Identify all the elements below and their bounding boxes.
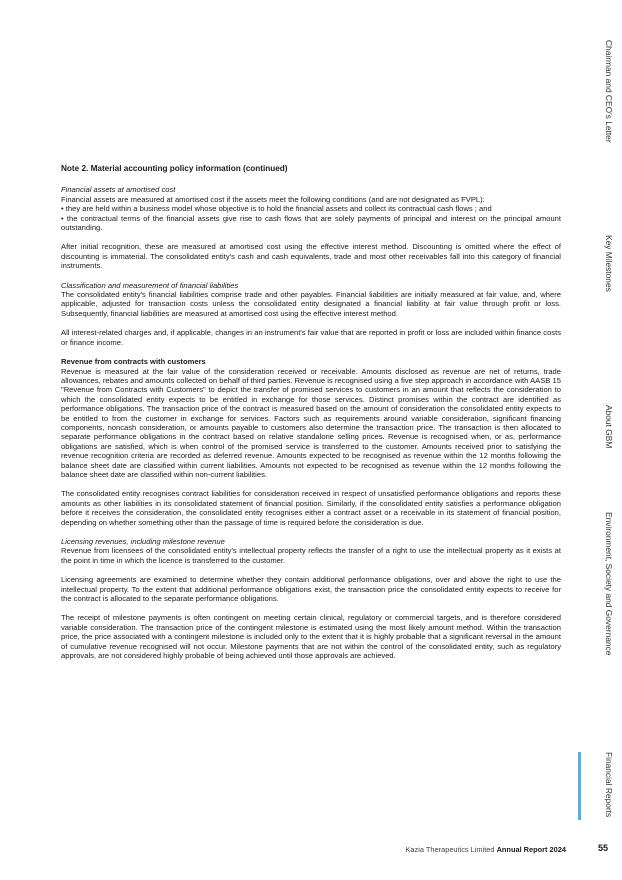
- licensing-para-1: Revenue from licensees of the consolidated entity's intellectual property reflects the transfer of a right to use the intellectual property as it exists at the point in time in which the licence is transferred to the customer.: [61, 546, 561, 565]
- fin-assets-bullet-2: • the contractual terms of the financial assets give rise to cash flows that are solely payments of principal and interest on the principal amount outstanding.: [61, 213, 561, 233]
- footer-company-name: Kazia Therapeutics Limited: [405, 845, 495, 854]
- licensing-para-3: The receipt of milestone payments is often contingent on meeting certain clinical, regulatory or commercial targets, and is therefore considered variable consideration. The transaction price of the contingent milestone is estimated using the most likely amount method. Within the transaction price, the price associated with a contingent milestone is included only to the extent that it is highly probable that a significant reversal in the amount of cumulative revenue recognised will not occur. Milestone payments that are not within the control of the consolidated entity, such as regulatory approvals, are not considered highly probable of being achieved until those approvals are achieved.: [61, 613, 561, 661]
- licensing-para-2: Licensing agreements are examined to determine whether they contain additional performance obligations, over and above the right to use the intellectual property. To the extent that additional performance obligations exist, the transaction price the consolidated entity expects to receive for the contract is allocated to the separate performance obligations.: [61, 575, 561, 604]
- fin-assets-bullet-1: • they are held within a business model whose objective is to hold the financial assets and collect its contractual cash flows ; and: [61, 204, 492, 214]
- fin-liab-section: [61, 281, 561, 319]
- footer-report-title: Annual Report 2024: [496, 845, 566, 854]
- sidebar-tab-chairman[interactable]: Chairman and CEO's Letter: [604, 40, 614, 143]
- fin-liab-heading: Classification and measurement of financial liabilities: [61, 280, 239, 290]
- active-tab-indicator: [578, 752, 581, 820]
- note-title: Note 2. Material accounting policy information (continued): [61, 164, 288, 173]
- sidebar-tab-about[interactable]: About GBM: [604, 405, 614, 449]
- sidebar-tab-esg[interactable]: Environment, Society and Governance: [604, 512, 614, 656]
- fin-assets-intro: Financial assets are measured at amortised cost if the assets meet the following conditions (and are not designated as FVPL):: [61, 194, 485, 204]
- fin-assets-para-2: After initial recognition, these are measured at amortised cost using the effective interest method. Discounting is omitted where the effect of discounting is immaterial. The consolidated entity's cash and cash equivalents, trade and most other receivables fall into this category of financial instruments.: [61, 242, 561, 271]
- licensing-heading: Licensing revenues, including milestone revenue: [61, 537, 225, 546]
- revenue-para-1: Revenue is measured at the fair value of the consideration received or receivable. Amounts disclosed as revenue are net of returns, trade allowances, rebates and amounts collected on behalf of third parties. Revenue is recognised using a five step approach in accordance with AASB 15 "Revenue from Contracts with Customers" to depict the transfer of promised services to customers in an amount that reflects the consideration to which the consolidated entity expects to be entitled in exchange for those services. Distinct promises within the contract are identified as performance obligations. The transaction price of the contract is measured based on the amount of consideration the consolidated entity expects to be entitled to from the customer in exchange for services. Factors such as requirements around variable consideration, significant financing components, noncash consideration, or amounts payable to customers also determine the transaction price. The transaction is then allocated to separate performance obligations in the contract based on relative standalone selling prices. Revenue is recognised when, or as, performance obligations are satisfied, which is when control of the promised service is transferred to the customer. Amounts received prior to satisfying the revenue recognition criteria are recorded as deferred revenue. Amounts expected to be recognised as revenue within the 12 months following the balance sheet date are classified within current liabilities. Amounts not expected to be recognised as revenue within the 12 months following the balance sheet date are classified within non-current liabilities.: [61, 366, 561, 479]
- revenue-heading: Revenue from contracts with customers: [61, 357, 206, 367]
- revenue-section: [61, 357, 561, 479]
- revenue-para-2: The consolidated entity recognises contract liabilities for consideration received in respect of unsatisfied performance obligations and reports these amounts as other liabilities in its consolidated statement of financial position. Similarly, if the consolidated entity satisfies a performance obligation before it receives the consideration, the consolidated entity recognises either a contract asset or a receivable in its statement of financial position, depending on whether something other than the passage of time is required before the consideration is due.: [61, 489, 561, 527]
- fin-liab-para-1: The consolidated entity's financial liabilities comprise trade and other payables. Financial liabilities are initially measured at fair value, and, where applicable, adjusted for transaction costs unless the consolidated entity designated a financial liability at fair value through profit or loss. Subsequently, financial liabilities are measured at amortised cost using the effective interest method.: [61, 290, 561, 318]
- fin-assets-heading: Financial assets at amortised cost: [61, 185, 176, 195]
- fin-liab-para-2: All interest-related charges and, if applicable, changes in an instrument's fair value that are reported in profit or loss are included within finance costs or finance income.: [61, 328, 561, 347]
- fin-assets-section: [61, 185, 561, 232]
- document-body: [61, 164, 561, 670]
- footer-company: [406, 845, 567, 854]
- licensing-section: [61, 537, 561, 565]
- sidebar-tab-milestones[interactable]: Key Milestones: [604, 235, 614, 292]
- page-footer: [0, 843, 622, 857]
- sidebar-tab-financial[interactable]: Financial Reports: [604, 752, 614, 818]
- page-number: 55: [597, 843, 608, 853]
